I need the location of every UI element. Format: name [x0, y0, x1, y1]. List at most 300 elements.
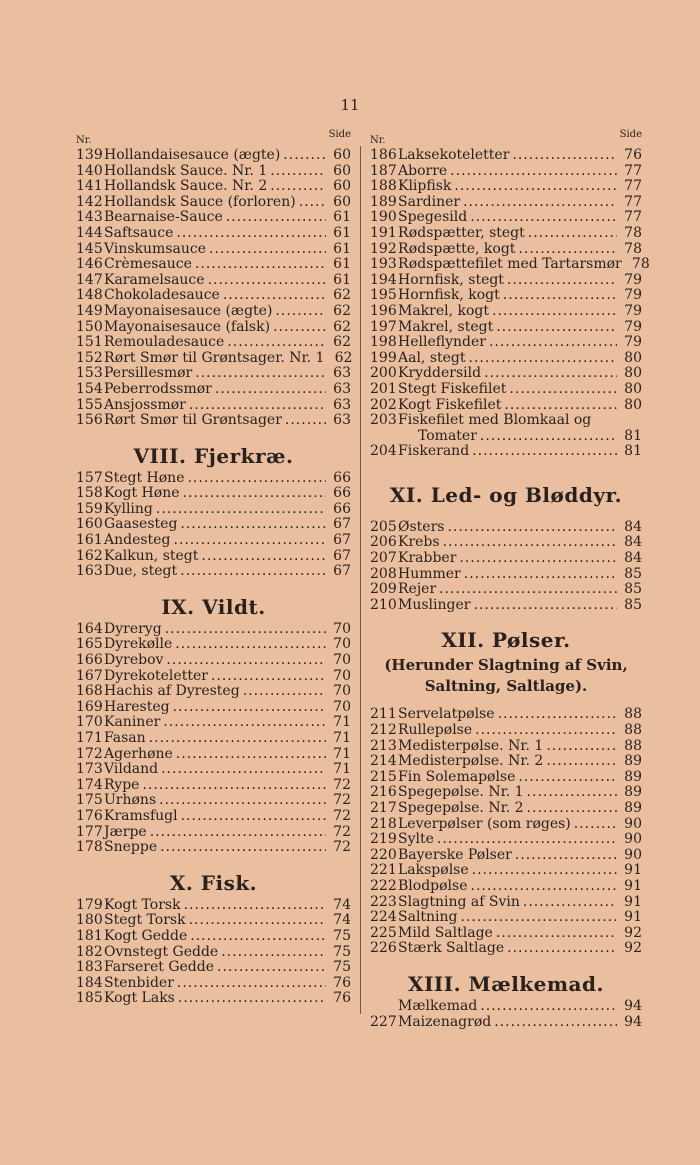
entry-number: 202 [370, 396, 397, 413]
toc-entry [76, 164, 351, 180]
entry-title: Spegesild [398, 209, 468, 226]
toc-entry [76, 257, 351, 273]
section-subtitle-polser-1: (Herunder Slagtning af Svin, [384, 656, 628, 675]
toc-entry [76, 226, 351, 242]
dot-leader [180, 564, 326, 580]
toc-entry [370, 1015, 642, 1031]
section-title-maelkemad: XIII. Mælkemad. [408, 971, 604, 996]
entry-page: 71 [333, 714, 351, 731]
entry-title: Medisterpølse. Nr. 2 [398, 753, 544, 770]
entry-page: 84 [624, 550, 642, 567]
entry-page: 66 [333, 500, 351, 517]
entry-title: Laksekoteletter [398, 147, 510, 163]
entry-page: 89 [624, 784, 642, 801]
dot-leader [184, 898, 326, 914]
entry-page: 62 [333, 287, 351, 304]
entry-page: 66 [333, 485, 351, 502]
entry-number: 175 [76, 792, 103, 809]
entry-number: 152 [76, 349, 103, 366]
toc-entry [370, 413, 642, 429]
entry-page: 70 [333, 683, 351, 700]
entry-number: 194 [370, 271, 397, 288]
toc-entry [76, 945, 351, 961]
entry-number: 165 [76, 636, 103, 653]
entry-number: 157 [76, 469, 103, 486]
entry-title: Aborre [398, 162, 448, 179]
toc-entry [370, 999, 642, 1015]
toc-entry [76, 273, 351, 289]
entry-number: 174 [76, 776, 103, 793]
toc-entry [76, 549, 351, 565]
entry-number: 197 [370, 318, 397, 335]
dot-leader [489, 335, 617, 351]
entry-title: Kogt Torsk [104, 896, 181, 913]
toc-entry [370, 926, 642, 942]
toc-entry [370, 863, 642, 879]
toc-entry [370, 895, 642, 911]
entry-page: 91 [624, 909, 642, 926]
entry-number: 169 [76, 698, 103, 715]
dot-leader [509, 382, 617, 398]
dot-leader [273, 320, 326, 336]
entry-title: Fin Solemapølse [398, 768, 516, 785]
toc-entry [370, 879, 642, 895]
entry-title: Andesteg [104, 532, 171, 549]
section-title-fisk: X. Fisk. [169, 870, 258, 895]
dot-leader [443, 535, 617, 551]
entry-title: Hollandsk Sauce (forloren) [104, 193, 296, 210]
entry-number: 172 [76, 745, 103, 762]
section-title-fjerkrae: VIII. Fjerkræ. [133, 443, 294, 468]
entry-page: 89 [624, 753, 642, 770]
toc-entry [370, 273, 642, 289]
entry-page: 79 [624, 318, 642, 335]
left-column [76, 126, 351, 1007]
entry-page: 91 [624, 862, 642, 879]
toc-entry [370, 148, 642, 164]
entry-page: 63 [333, 396, 351, 413]
entry-page: 66 [333, 469, 351, 486]
entry-list-fjerkrae [76, 471, 351, 580]
entry-page: 88 [624, 722, 642, 739]
dot-leader [175, 637, 326, 653]
toc-entry [76, 533, 351, 549]
dot-leader [472, 444, 617, 460]
toc-entry [370, 551, 642, 567]
entry-page: 72 [333, 823, 351, 840]
entry-number: 176 [76, 807, 103, 824]
entry-title: Stenbider [104, 974, 174, 991]
entry-title: Fiskefilet med Blomkaal og [398, 412, 592, 429]
entry-number: 190 [370, 209, 397, 226]
entry-list-vildt [76, 622, 351, 856]
entry-title: Jærpe [104, 823, 147, 840]
dot-leader [180, 517, 326, 533]
entry-page: 77 [624, 209, 642, 226]
entry-page: 70 [333, 652, 351, 669]
entry-title: Karamelsauce [104, 271, 205, 288]
toc-entry [76, 809, 351, 825]
entry-page: 88 [624, 706, 642, 723]
entry-title: Hornfisk, kogt [398, 287, 500, 304]
dot-leader [523, 895, 617, 911]
entry-number: 216 [370, 784, 397, 801]
dot-leader [283, 148, 326, 164]
entry-page: 75 [333, 927, 351, 944]
entry-number: 179 [76, 896, 103, 913]
entry-number: 226 [370, 940, 397, 957]
toc-entry [76, 684, 351, 700]
entry-title: Kramsfugl [104, 807, 178, 824]
dot-leader [178, 991, 326, 1007]
entry-list-polser [370, 707, 642, 957]
entry-number: 160 [76, 516, 103, 533]
entry-title: Rype [104, 776, 140, 793]
entry-number: 205 [370, 518, 397, 535]
entry-number: 182 [76, 943, 103, 960]
entry-number: 187 [370, 162, 397, 179]
toc-entry [76, 898, 351, 914]
dot-leader [512, 148, 617, 164]
dot-leader [528, 226, 617, 242]
entry-title: Kylling [104, 500, 153, 517]
entry-title: Kogt Laks [104, 990, 175, 1007]
toc-entry [370, 179, 642, 195]
entry-number: 204 [370, 443, 397, 460]
toc-entry [370, 801, 642, 817]
entry-page: 60 [333, 147, 351, 163]
entry-number: 150 [76, 318, 103, 335]
nr-header: Nr. [76, 135, 92, 146]
toc-entry [370, 848, 642, 864]
entry-title: Dyrekølle [104, 636, 173, 653]
entry-page: 91 [624, 893, 642, 910]
column-divider [360, 146, 361, 1014]
dot-leader [163, 715, 326, 731]
entry-number: 210 [370, 596, 397, 613]
entry-title: Hornfisk, stegt [398, 271, 504, 288]
entry-number: 192 [370, 240, 397, 257]
dot-leader [461, 910, 617, 926]
entry-page: 67 [333, 563, 351, 580]
dot-leader [496, 320, 617, 336]
entry-title: Gaasesteg [104, 516, 178, 533]
dot-leader [480, 999, 617, 1015]
entry-page: 78 [631, 256, 650, 273]
toc-entry [370, 723, 642, 739]
toc-entry [370, 288, 642, 304]
entry-number: 191 [370, 224, 397, 241]
entry-title: Spegepølse. Nr. 2 [398, 800, 524, 816]
entry-number: 195 [370, 287, 397, 304]
entry-title: Kogt Høne [104, 485, 180, 502]
entry-number: 208 [370, 565, 397, 582]
dot-leader [527, 801, 617, 817]
entry-number: 188 [370, 178, 397, 195]
toc-entry [76, 715, 351, 731]
entry-number: 145 [76, 240, 103, 257]
entry-title: Agerhøne [104, 745, 173, 762]
dot-leader [227, 335, 326, 351]
entry-title: Hollandsk Sauce. Nr. 1 [104, 162, 268, 179]
entry-title: Helleflynder [398, 334, 486, 351]
entry-title: Maizenagrød [398, 1013, 492, 1030]
toc-entry [370, 567, 642, 583]
entry-number: 196 [370, 302, 397, 319]
entry-page: 62 [333, 302, 351, 319]
dot-leader [472, 863, 617, 879]
entry-page: 75 [333, 943, 351, 960]
entry-title: Klipfisk [398, 178, 452, 195]
toc-entry [370, 444, 642, 460]
dot-leader [166, 653, 326, 669]
entry-number: 158 [76, 485, 103, 502]
entry-page: 90 [624, 815, 642, 832]
entry-page: 63 [333, 412, 351, 429]
entry-page: 76 [624, 147, 642, 163]
entry-title: Aal, stegt [398, 349, 466, 366]
entry-title: Leverpølser (som røges) [398, 815, 571, 832]
entry-number: 212 [370, 722, 397, 739]
dot-leader [518, 242, 617, 258]
entry-title: Urhøns [104, 792, 157, 809]
dot-leader [459, 551, 617, 567]
dot-leader [439, 582, 617, 598]
toc-entry [76, 486, 351, 502]
page-number: 11 [340, 96, 360, 114]
entry-number: 181 [76, 927, 103, 944]
toc-entry [76, 913, 351, 929]
dot-leader [475, 723, 617, 739]
entry-title: Farseret Gedde [104, 959, 215, 976]
toc-entry [370, 582, 642, 598]
entry-title: Makrel, stegt [398, 318, 494, 335]
entry-page: 62 [333, 334, 351, 351]
dot-leader [183, 486, 327, 502]
toc-entry [370, 770, 642, 786]
dot-leader [492, 304, 617, 320]
toc-entry [76, 517, 351, 533]
entry-page: 79 [624, 334, 642, 351]
entry-number: 151 [76, 334, 103, 351]
toc-entry [76, 288, 351, 304]
toc-entry [76, 242, 351, 258]
dot-leader [226, 210, 326, 226]
entry-number: 149 [76, 302, 103, 319]
entry-number: 164 [76, 620, 103, 637]
side-header: Side [328, 129, 351, 140]
dot-leader [149, 731, 326, 747]
toc-entry [76, 195, 351, 211]
entry-page: 60 [333, 178, 351, 195]
entry-title: Hachis af Dyresteg [104, 683, 240, 700]
entry-number: 206 [370, 534, 397, 551]
entry-page: 80 [624, 349, 642, 366]
dot-leader [503, 288, 617, 304]
entry-title: Fasan [104, 730, 146, 746]
dot-leader [299, 195, 326, 211]
entry-title: Vildand [104, 761, 159, 778]
entry-title: Rødspætter, stegt [398, 224, 525, 241]
toc-entry [76, 991, 351, 1007]
entry-page: 67 [333, 547, 351, 564]
entry-title: Chokoladesauce [104, 287, 220, 304]
dot-leader [161, 762, 326, 778]
entry-page: 71 [333, 730, 351, 746]
entry-title: Sneppe [104, 839, 158, 856]
toc-entry [76, 335, 351, 351]
dot-leader [496, 926, 617, 942]
entry-title: Sardiner [398, 193, 461, 210]
entry-page: 88 [624, 737, 642, 754]
dot-leader [507, 941, 617, 957]
entry-number: 183 [76, 959, 103, 976]
entry-number: 147 [76, 271, 103, 288]
toc-entry [76, 179, 351, 195]
dot-leader [215, 382, 326, 398]
toc-entry [370, 335, 642, 351]
entry-title: Ansjossmør [104, 396, 186, 413]
entry-title: Kryddersild [398, 365, 482, 382]
entry-page: 61 [333, 209, 351, 226]
toc-entry [370, 256, 650, 273]
entry-page: 67 [333, 532, 351, 549]
dot-leader [270, 179, 326, 195]
entry-number: 213 [370, 737, 397, 754]
entry-page: 91 [624, 877, 642, 894]
section-title-led-blod: XI. Led- og Bløddyr. [389, 482, 623, 507]
entry-number: 161 [76, 532, 103, 549]
section-title-polser: XII. Pølser. [441, 628, 571, 653]
entry-page: 77 [624, 162, 642, 179]
entry-title: Østers [398, 518, 445, 535]
entry-title: Muslinger [398, 596, 471, 613]
toc-entry [76, 471, 351, 487]
toc-entry [76, 320, 351, 336]
entry-page: 70 [333, 667, 351, 684]
dot-leader [504, 398, 617, 414]
entry-title: Mild Saltlage [398, 924, 493, 941]
entry-title: Fiskerand [398, 443, 470, 460]
dot-leader [209, 242, 326, 258]
entry-page: 74 [333, 912, 351, 929]
entry-page: 92 [624, 924, 642, 941]
entry-number: 198 [370, 334, 397, 351]
entry-page: 90 [624, 831, 642, 848]
dot-leader [546, 739, 617, 755]
entry-number: 143 [76, 209, 103, 226]
entry-title: Rørt Smør til Grøntsager. Nr. 1 [104, 349, 325, 366]
toc-entry [370, 535, 642, 551]
toc-entry [370, 707, 642, 723]
entry-number: 142 [76, 193, 103, 210]
toc-entry [76, 825, 351, 841]
entry-page: 61 [333, 271, 351, 288]
entry-title: Dyreryg [104, 620, 162, 637]
dot-leader [471, 879, 618, 895]
entry-title: Kaniner [104, 714, 161, 731]
toc-entry [370, 754, 642, 770]
entry-list-fish-cont [370, 147, 650, 460]
side-header: Side [619, 129, 642, 140]
entry-title: Persillesmør [104, 365, 193, 382]
entry-page: 79 [624, 287, 642, 304]
dot-leader [189, 398, 326, 414]
dot-leader [208, 273, 326, 289]
toc-entry [370, 382, 642, 398]
entry-number: 218 [370, 815, 397, 832]
entry-page: 72 [333, 807, 351, 824]
dot-leader [195, 366, 326, 382]
entry-title: Tomater [418, 427, 477, 444]
entry-page: 92 [624, 940, 642, 957]
toc-entry [76, 793, 351, 809]
entry-page: 70 [333, 698, 351, 715]
entry-page: 72 [333, 839, 351, 856]
section-subtitle-polser-2: Saltning, Saltlage). [424, 677, 588, 696]
toc-entry [370, 242, 642, 258]
toc-entry [76, 731, 351, 747]
entry-title: Servelatpølse [398, 706, 495, 723]
dot-leader [464, 567, 617, 583]
dot-leader [221, 945, 326, 961]
entry-title: Kalkun, stegt [104, 547, 199, 564]
dot-leader [223, 288, 326, 304]
toc-entry [76, 653, 351, 669]
entry-title: Due, stegt [104, 563, 178, 580]
toc-entry [370, 598, 642, 614]
entry-page: 89 [624, 768, 642, 785]
entry-page: 80 [624, 380, 642, 397]
right-column [370, 126, 650, 1030]
entry-title: Slagtning af Svin [398, 893, 520, 910]
dot-leader [217, 960, 326, 976]
dot-leader [189, 913, 326, 929]
entry-number: 185 [76, 990, 103, 1007]
entry-page: 94 [624, 1013, 642, 1030]
entry-title: Hollandsk Sauce. Nr. 2 [104, 178, 268, 195]
dot-leader [285, 413, 326, 429]
toc-entry [370, 739, 642, 755]
entry-number: 159 [76, 500, 103, 517]
entry-title: Dyrekoteletter [104, 667, 208, 684]
section-title-vildt: IX. Vildt. [161, 594, 266, 619]
dot-leader [480, 429, 617, 445]
entry-page: 94 [624, 997, 642, 1014]
entry-number: 207 [370, 550, 397, 567]
toc-entry [76, 366, 351, 382]
entry-title: Mayonaisesauce (falsk) [104, 318, 271, 335]
entry-number: 170 [76, 714, 103, 731]
dot-leader [494, 1015, 617, 1031]
entry-list-fisk [76, 898, 351, 1007]
entry-page: 81 [624, 443, 642, 460]
dot-leader [176, 226, 326, 242]
toc-entry [370, 226, 642, 242]
entry-number: 200 [370, 365, 397, 382]
entry-number: 178 [76, 839, 103, 856]
entry-page: 85 [624, 565, 642, 582]
entry-page: 61 [333, 240, 351, 257]
entry-title: Sylte [398, 831, 434, 848]
entry-number: 154 [76, 380, 103, 397]
dot-leader [518, 770, 617, 786]
entry-title: Bayerske Pølser [398, 846, 512, 863]
dot-leader [156, 502, 326, 518]
entry-page: 80 [624, 396, 642, 413]
dot-leader [484, 366, 617, 382]
entry-title: Krebs [398, 534, 440, 551]
